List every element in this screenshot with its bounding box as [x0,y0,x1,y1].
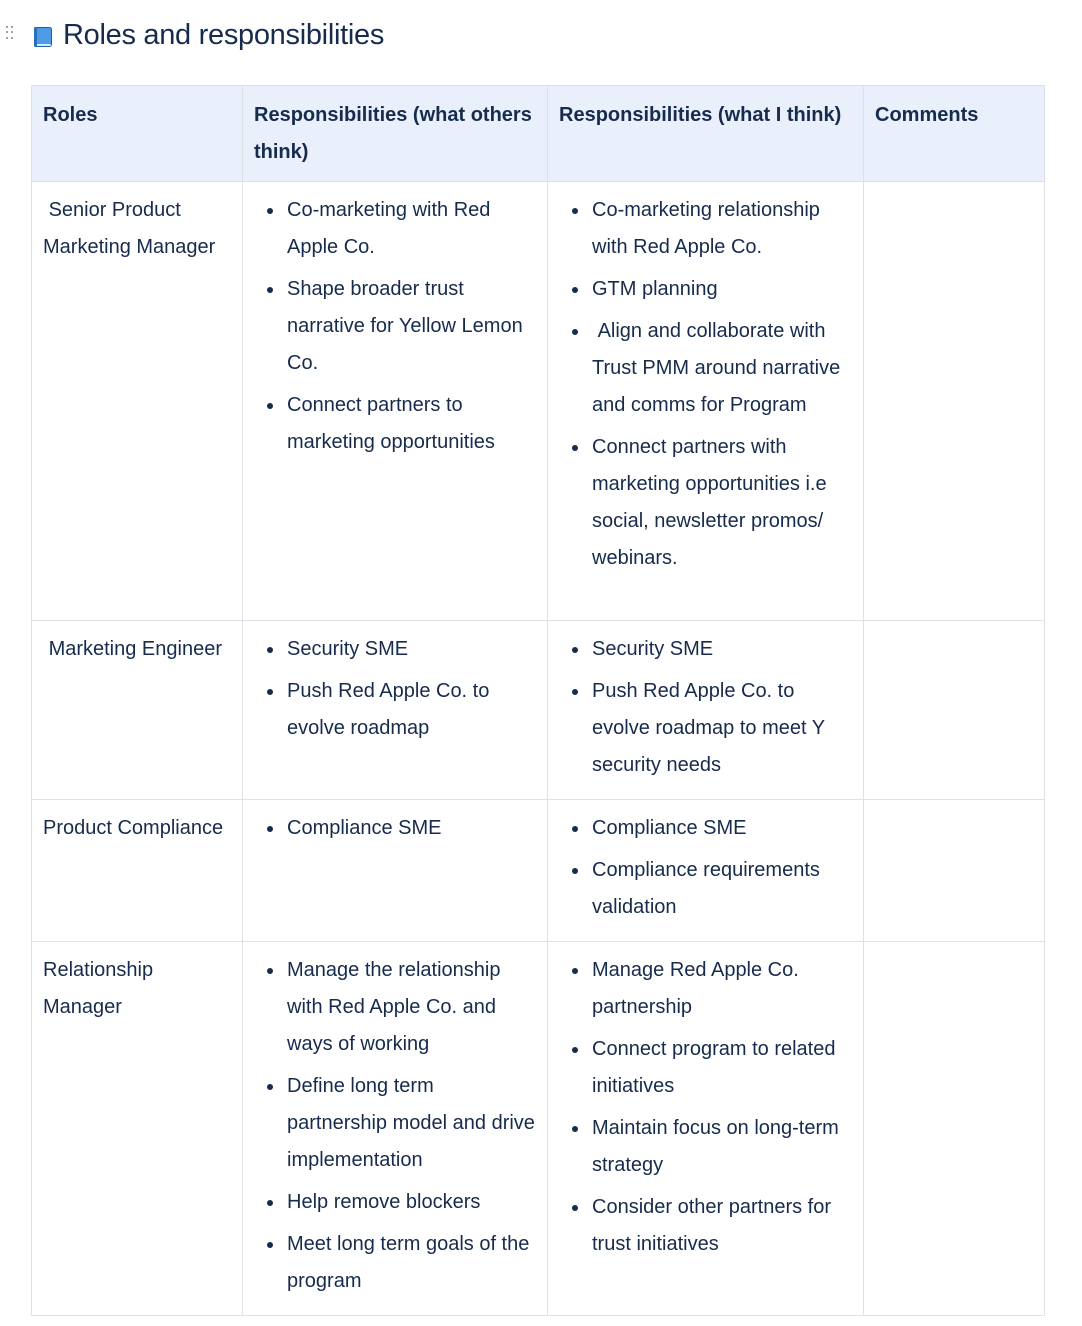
roles-table [31,85,1045,1316]
list-item: Shape broader trust narrative for Yellow Lemon Co. [287,271,537,382]
list-item: Meet long term goals of the program [287,1226,537,1300]
list-item: GTM planning [592,271,853,308]
list-item: Manage Red Apple Co. partnership [592,952,853,1026]
responsibility-list [559,192,853,577]
responsibility-list [254,631,537,747]
header-roles[interactable]: Roles [32,86,243,182]
responsibility-list [254,810,537,847]
responsibility-list [559,810,853,926]
mine-cell[interactable] [548,182,864,621]
comments-cell[interactable] [864,182,1045,621]
others-cell[interactable] [243,182,548,621]
others-cell[interactable] [243,621,548,800]
list-item: Consider other partners for trust initiatives [592,1189,853,1263]
responsibility-list [254,952,537,1300]
list-item: Connect partners with marketing opportunities i.e social, newsletter promos/ webinars. [592,429,853,577]
header-comments[interactable]: Comments [864,86,1045,182]
list-item: Align and collaborate with Trust PMM around narrative and comms for Program [592,313,853,424]
list-item: Manage the relationship with Red Apple Co. and ways of working [287,952,537,1063]
mine-cell[interactable] [548,942,864,1316]
list-item: Help remove blockers [287,1184,537,1221]
list-item: Co-marketing relationship with Red Apple Co. [592,192,853,266]
page-heading [31,14,384,56]
header-responsibilities-others[interactable]: Responsibilities (what others think) [243,86,548,182]
list-item: Compliance SME [287,810,537,847]
list-item: Co-marketing with Red Apple Co. [287,192,537,266]
role-cell[interactable]: Product Compliance [32,800,243,942]
role-cell[interactable]: Relationship Manager [32,942,243,1316]
comments-cell[interactable] [864,621,1045,800]
mine-cell[interactable] [548,621,864,800]
role-cell[interactable]: Senior Product Marketing Manager [32,182,243,621]
list-item: Connect program to related initiatives [592,1031,853,1105]
list-item: Compliance SME [592,810,853,847]
table-row [32,182,1045,621]
list-item: Push Red Apple Co. to evolve roadmap [287,673,537,747]
role-cell[interactable]: Marketing Engineer [32,621,243,800]
list-item: Maintain focus on long-term strategy [592,1110,853,1184]
table-row [32,942,1045,1316]
table-row [32,621,1045,800]
list-item: Define long term partnership model and drive implementation [287,1068,537,1179]
comments-cell[interactable] [864,942,1045,1316]
list-item: Security SME [287,631,537,668]
mine-cell[interactable] [548,800,864,942]
list-item: Connect partners to marketing opportunities [287,387,537,461]
responsibility-list [559,631,853,784]
comments-cell[interactable] [864,800,1045,942]
others-cell[interactable] [243,800,548,942]
table-row [32,800,1045,942]
list-item: Compliance requirements validation [592,852,853,926]
table-header-row [32,86,1045,182]
responsibility-list [254,192,537,461]
list-item: Security SME [592,631,853,668]
blue-book-icon [31,25,55,49]
page-title: Roles and responsibilities [63,18,385,51]
others-cell[interactable] [243,942,548,1316]
header-responsibilities-mine[interactable]: Responsibilities (what I think) [548,86,864,182]
drag-handle-icon[interactable] [6,26,16,40]
responsibility-list [559,952,853,1263]
list-item: Push Red Apple Co. to evolve roadmap to meet Y security needs [592,673,853,784]
